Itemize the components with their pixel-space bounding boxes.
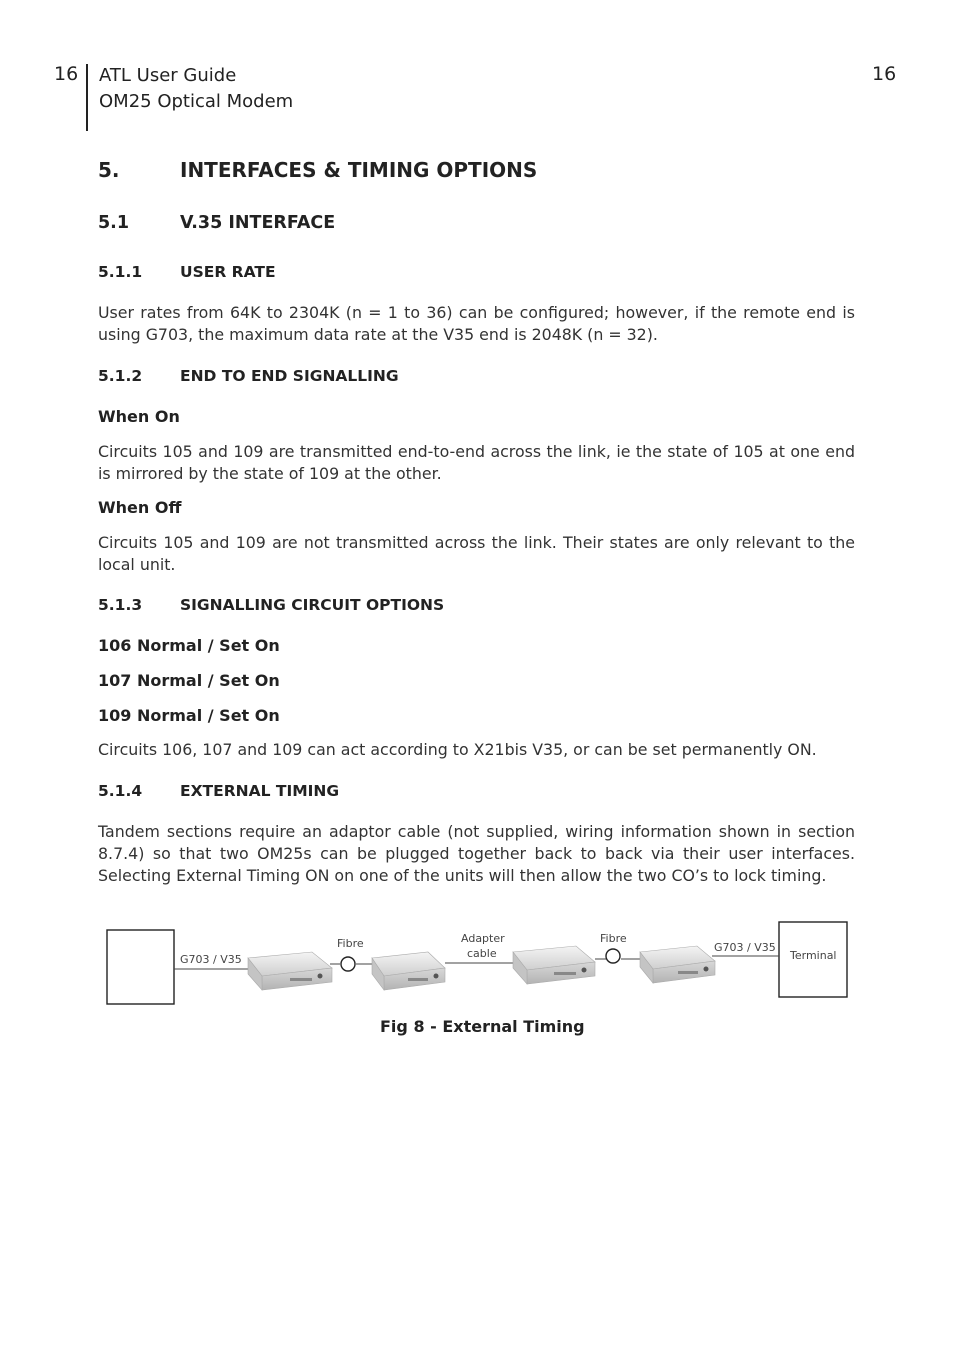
page-number-left: 16 — [54, 63, 79, 85]
figure-caption: Fig 8 - External Timing — [380, 1017, 585, 1036]
section-5-1-2-number: 5.1.2 — [98, 367, 143, 385]
label-g703-v35-right: G703 / V35 — [714, 941, 776, 954]
left-equipment-box — [107, 930, 174, 1004]
label-terminal: Terminal — [790, 949, 837, 962]
section-5-1-3-number: 5.1.3 — [98, 596, 143, 614]
guide-title: ATL User Guide — [99, 65, 237, 86]
label-adapter: Adapter — [461, 932, 505, 945]
page-number-right: 16 — [872, 63, 897, 85]
label-fibre-right: Fibre — [600, 932, 627, 945]
when-off-paragraph: Circuits 105 and 109 are not transmitted across the link. Their states are only relevant to the local unit. — [98, 533, 855, 574]
section-5-1-number: 5.1 — [98, 213, 130, 233]
option-109: 109 Normal / Set On — [98, 706, 280, 725]
fibre-loop-right — [606, 949, 620, 963]
label-g703-v35-left: G703 / V35 — [180, 953, 242, 966]
section-5-1-4-title: EXTERNAL TIMING — [180, 782, 340, 800]
section-5-1-2-title: END TO END SIGNALLING — [180, 367, 399, 385]
modem-unit-1 — [248, 952, 332, 990]
section-5-title: INTERFACES & TIMING OPTIONS — [180, 158, 538, 182]
option-106: 106 Normal / Set On — [98, 636, 280, 655]
section-5-number: 5. — [98, 158, 120, 182]
fibre-loop-left — [341, 957, 355, 971]
section-5-1-title: V.35 INTERFACE — [180, 213, 336, 233]
section-5-1-1-number: 5.1.1 — [98, 263, 143, 281]
product-title: OM25 Optical Modem — [99, 91, 294, 112]
section-5-1-1-title: USER RATE — [180, 263, 276, 281]
modem-unit-4 — [640, 946, 715, 983]
modem-unit-3 — [513, 946, 595, 984]
external-timing-paragraph: Tandem sections require an adaptor cable (not supplied, wiring information shown in section 8.7.4) so that two OM25s can be plugged together back to back via their user interfaces. Selecting External Timing ON on one of the units will then allow the two CO’s to lock timing. — [98, 822, 855, 885]
modem-unit-2 — [372, 952, 445, 990]
section-5-1-3-title: SIGNALLING CIRCUIT OPTIONS — [180, 596, 445, 614]
label-cable: cable — [467, 947, 497, 960]
signalling-options-paragraph: Circuits 106, 107 and 109 can act according to X21bis V35, or can be set permanently ON. — [98, 740, 817, 759]
section-5-1-4-number: 5.1.4 — [98, 782, 143, 800]
when-on-heading: When On — [98, 407, 180, 426]
label-fibre-left: Fibre — [337, 937, 364, 950]
when-on-paragraph: Circuits 105 and 109 are transmitted end-to-end across the link, ie the state of 105 at one end is mirrored by the state of 109 at the other. — [98, 442, 855, 483]
user-rate-paragraph: User rates from 64K to 2304K (n = 1 to 36) can be configured; however, if the remote end is using G703, the maximum data rate at the V35 end is 2048K (n = 32). — [98, 303, 855, 344]
option-107: 107 Normal / Set On — [98, 671, 280, 690]
when-off-heading: When Off — [98, 498, 182, 517]
